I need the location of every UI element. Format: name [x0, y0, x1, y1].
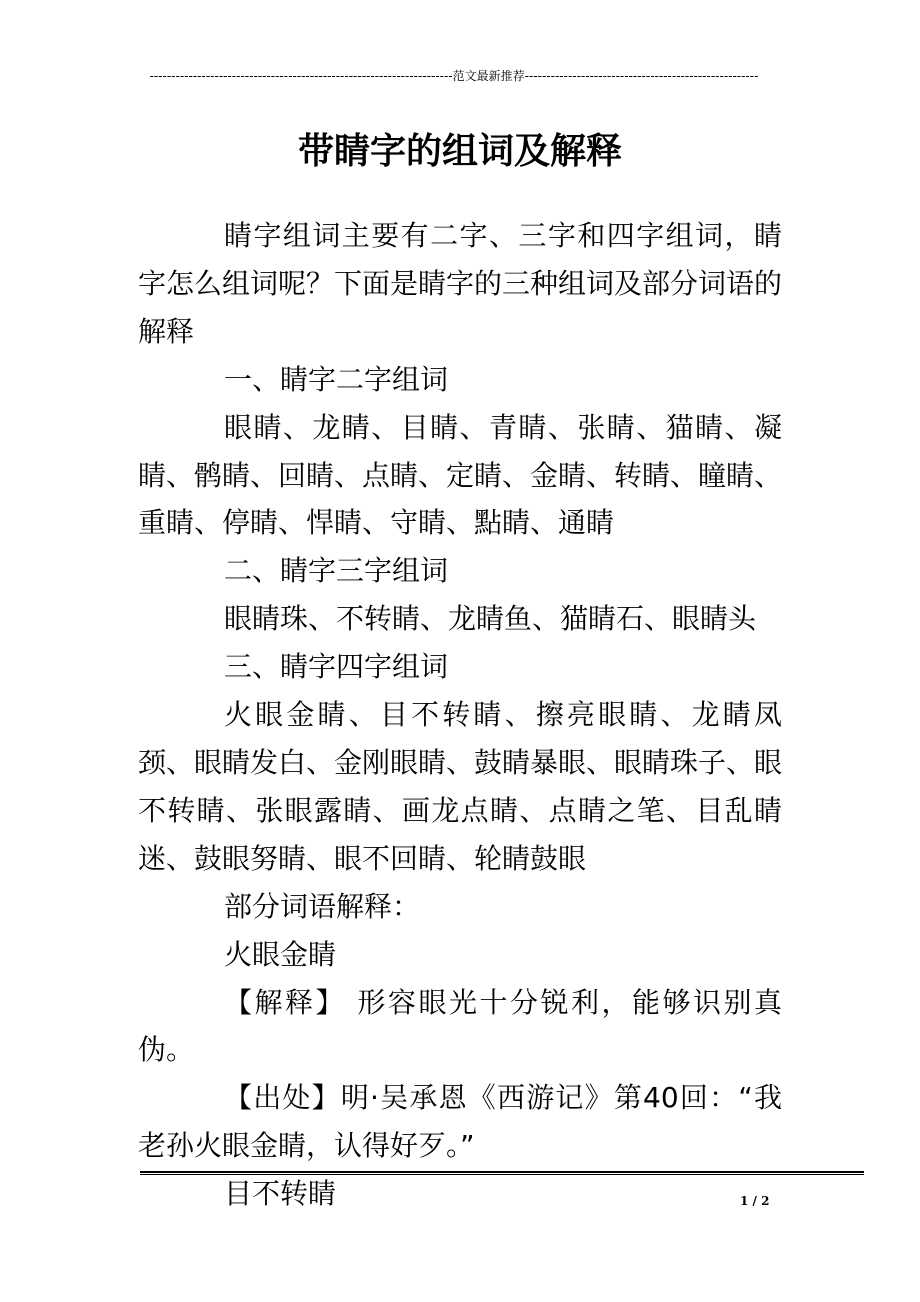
footer-divider — [140, 1171, 864, 1176]
page-number: 1 / 2 — [740, 1194, 770, 1208]
header-banner: ----------------------------------------------------------------------范文最新推荐------------------------------------------------------ — [149, 69, 759, 83]
term-heading: 目不转睛 — [224, 1177, 337, 1211]
explanations-heading: 部分词语解释： — [224, 889, 421, 923]
section-heading-two-char: 一、睛字二字组词 — [224, 362, 449, 396]
document-title: 带睛字的组词及解释 — [297, 131, 622, 172]
document-body — [138, 212, 782, 1218]
term-heading: 火眼金睛 — [224, 937, 337, 971]
section-heading-three-char: 二、睛字三字组词 — [224, 554, 449, 588]
intro-paragraph: 睛字组词主要有二字、三字和四字组词，睛字怎么组词呢？下面是睛字的三种组词及部分词语的解释 — [138, 219, 783, 348]
three-char-word-list: 眼睛珠、不转睛、龙睛鱼、猫睛石、眼睛头 — [224, 602, 757, 636]
term-explanation: 【解释】 形容眼光十分锐利，能够识别真伪。 — [138, 985, 782, 1067]
two-char-word-list: 眼睛、龙睛、目睛、青睛、张睛、猫睛、凝睛、鹘睛、回睛、点睛、定睛、金睛、转睛、瞳睛、重睛、停睛、悍睛、守睛、點睛、通睛 — [138, 410, 783, 540]
term-source: 【出处】明·吴承恩《西游记》第40回：“我老孙火眼金睛，认得好歹。” — [138, 1081, 782, 1163]
section-heading-four-char: 三、睛字四字组词 — [224, 650, 449, 684]
four-char-word-list: 火眼金睛、目不转睛、擦亮眼睛、龙睛凤颈、眼睛发白、金刚眼睛、鼓睛暴眼、眼睛珠子、眼不转睛、张眼露睛、画龙点睛、点睛之笔、目乱睛迷、鼓眼努睛、眼不回睛、轮睛鼓眼 — [138, 698, 783, 875]
